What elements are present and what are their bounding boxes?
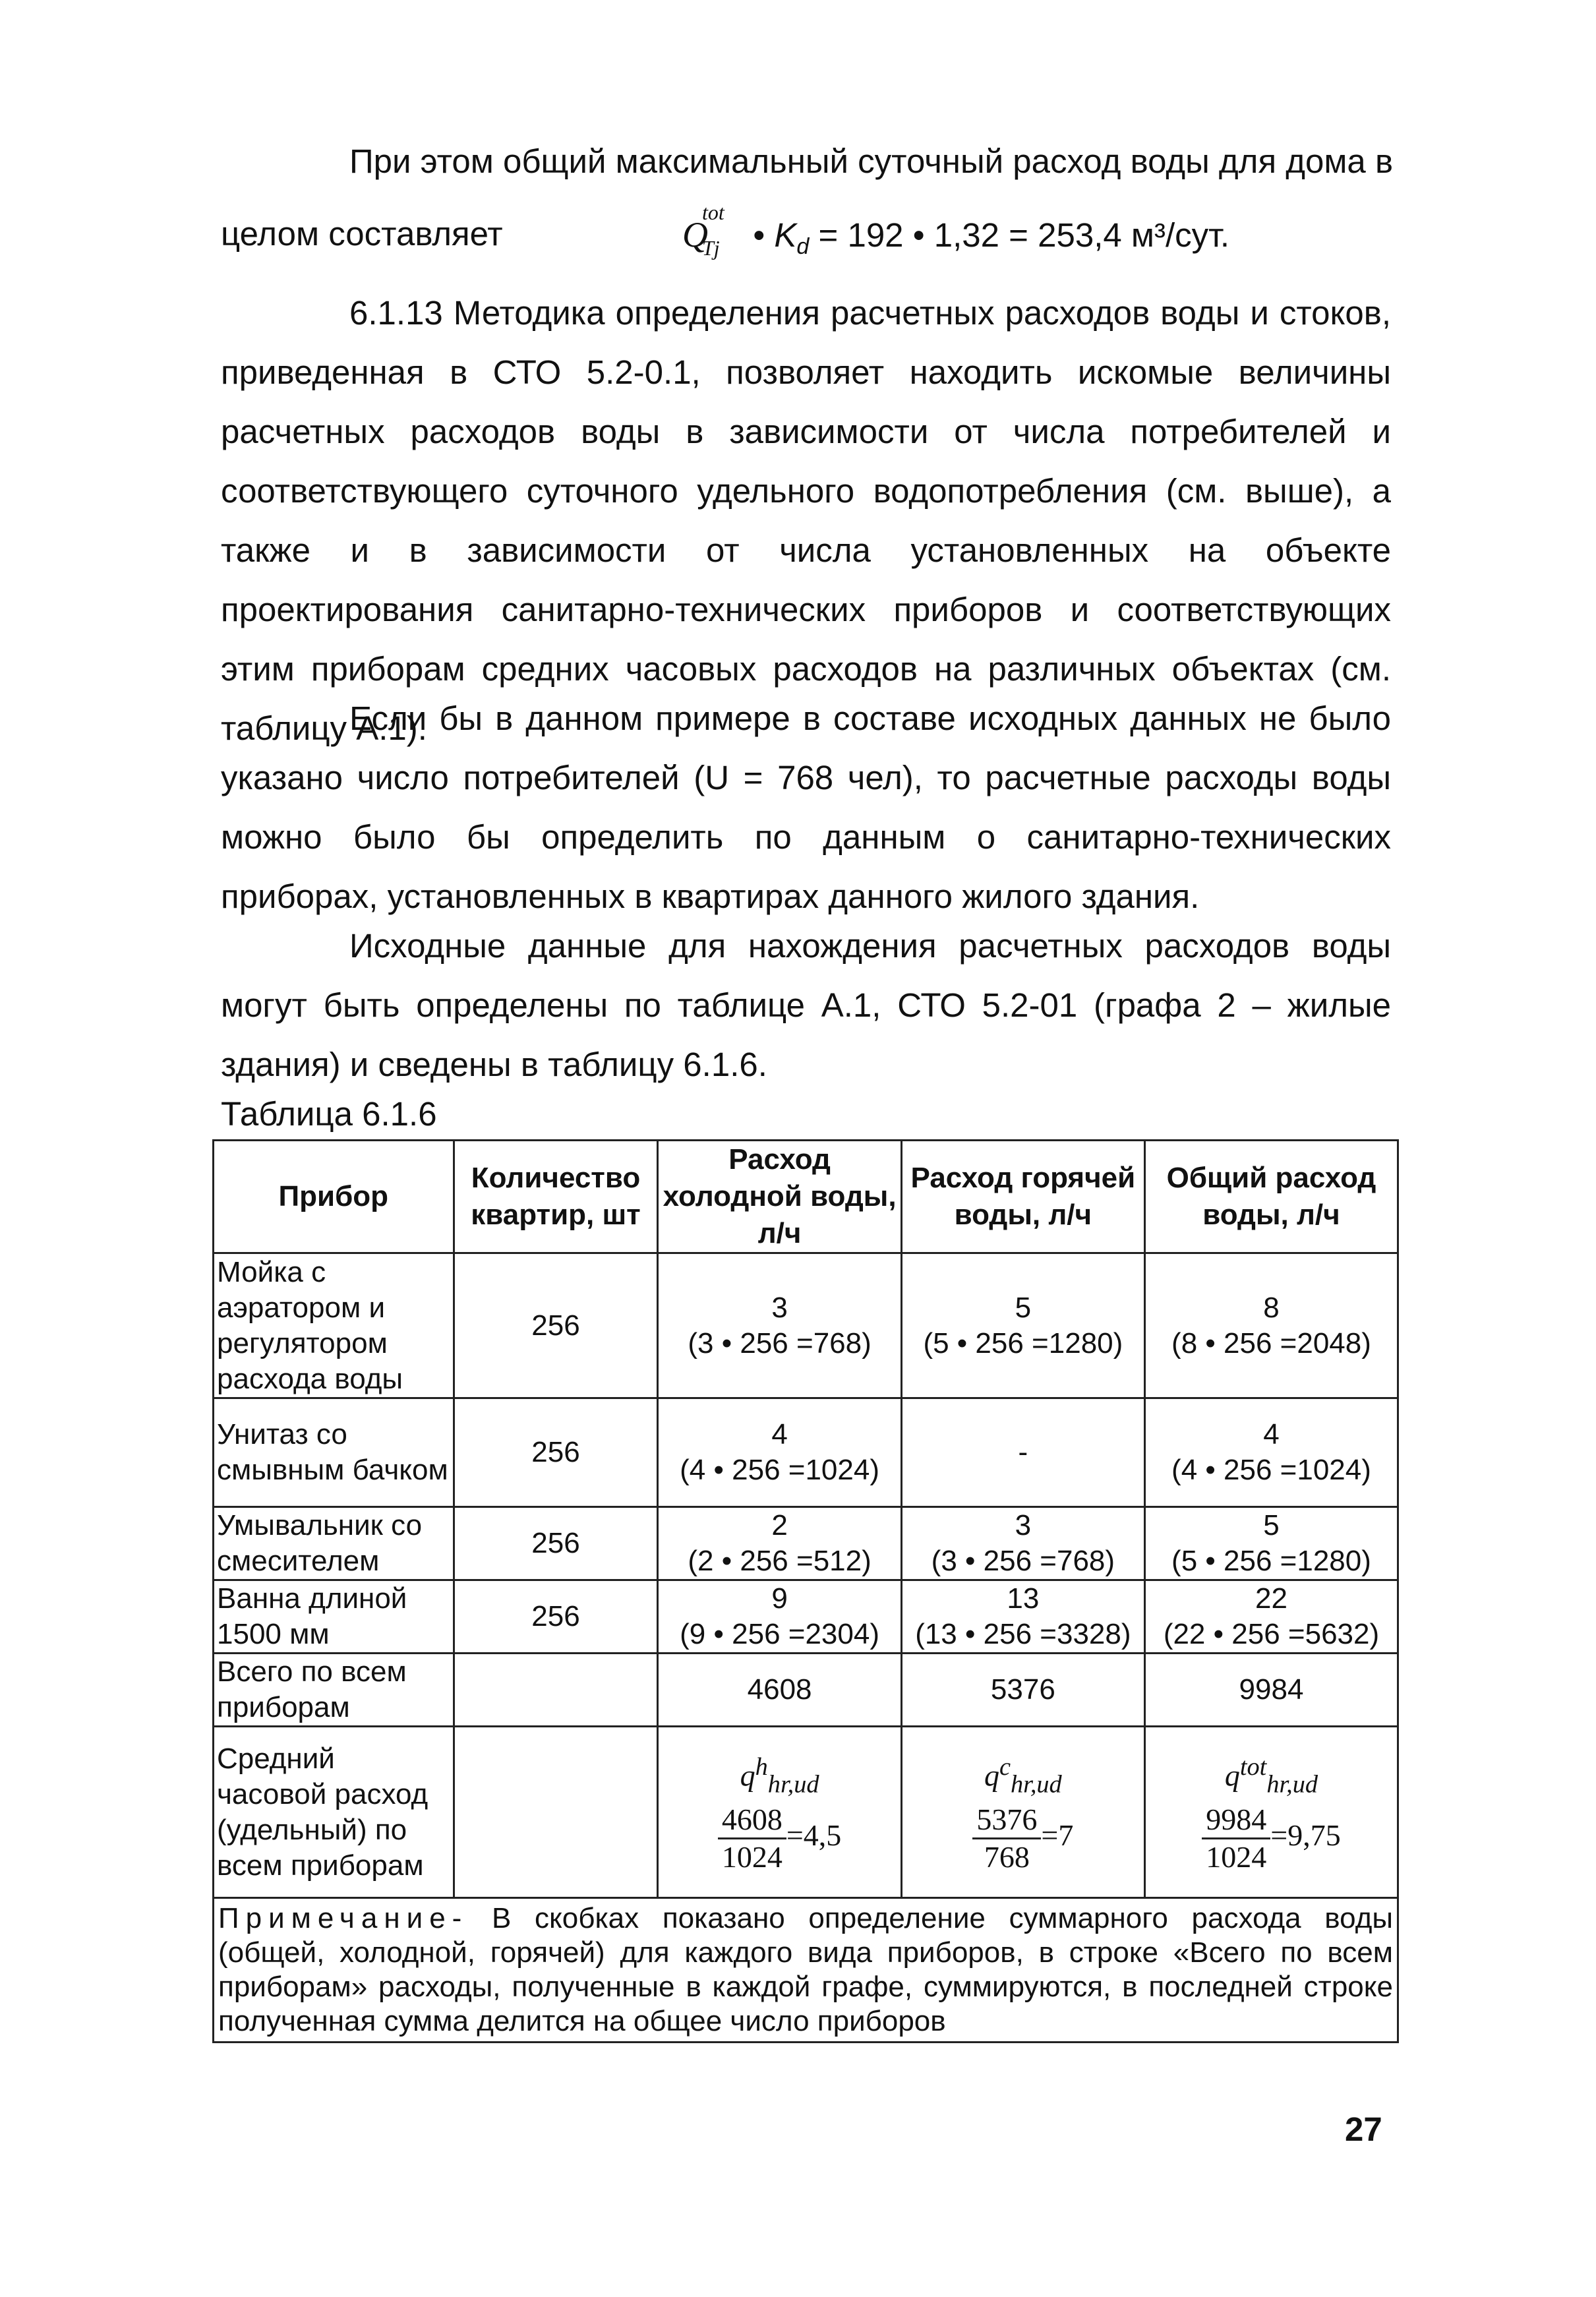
table-row xyxy=(214,1253,1398,1398)
fixture-name: Унитаз со смывным бачком xyxy=(214,1398,454,1507)
total-flow-cell: 8 (8 • 256 =2048) xyxy=(1144,1253,1398,1398)
table-average-row xyxy=(214,1727,1398,1898)
paragraph-method: 6.1.13 Методика определения расчетных расходов воды и стоков, приведенная в СТО 5.2-0.1, позволяет находить искомые величины расчетных расходов воды в зависимости от числа потребителей и соответствующего суточного удельного водопотребления (см. выше), а также и в зависимости от числа установленных на объекте проектирования санитарно-технических приборов и соответствующих этим приборам средних часовых расходов на различных объектах (см. таблицу А.1). xyxy=(221,294,1391,747)
header-hot-water: Расход горячей воды, л/ч xyxy=(901,1141,1144,1253)
cold-flow-cell: 2 (2 • 256 =512) xyxy=(658,1507,901,1580)
fixture-name: Мойка с аэратором и регулятором расхода воды xyxy=(214,1253,454,1398)
hot-flow-cell: 3 (3 • 256 =768) xyxy=(901,1507,1144,1580)
total-flow-cell: 22 (22 • 256 =5632) xyxy=(1144,1580,1398,1654)
paragraph-intro-line1: При этом общий максимальный суточный расход воды для дома в xyxy=(349,142,1394,180)
formula-expression: = 192 • 1,32 = 253,4 м³/сут. xyxy=(818,216,1230,254)
average-row-count xyxy=(454,1727,658,1898)
average-hot-formula: $q^c_{hr,ud}$ $\frac{5376}{768}$ =7 xyxy=(901,1727,1144,1898)
q-cold-symbol: $q^h_{hr,ud}$ xyxy=(740,1752,819,1799)
average-row-label: Средний часовой расход (удельный) по всем приборам xyxy=(214,1727,454,1898)
table-row xyxy=(214,1398,1398,1507)
q-total-symbol: $q^{tot}_{hr,ud}$ xyxy=(1224,1752,1318,1799)
formula-k-symbol: $K_d$ xyxy=(774,216,810,260)
hot-flow-cell: 5 (5 • 256 =1280) xyxy=(901,1253,1144,1398)
formula-q-symbol: Q tot Tj xyxy=(682,200,724,260)
fixture-name: Умывальник со смесителем xyxy=(214,1507,454,1580)
header-apartments: Количество квартир, шт xyxy=(454,1141,658,1253)
hot-flow-cell: 13 (13 • 256 =3328) xyxy=(901,1580,1144,1654)
total-flow-cell: 5 (5 • 256 =1280) xyxy=(1144,1507,1398,1580)
apartment-count: 256 xyxy=(454,1507,658,1580)
paragraph-example: Если бы в данном примере в составе исходных данных не было указано число потребителей (U = 768 чел), то расчетные расходы воды можно было бы определить по данным о санитарно-технических приборах, установленных в квартирах данного жилого здания. xyxy=(221,700,1391,915)
cold-flow-cell: 4 (4 • 256 =1024) xyxy=(658,1398,901,1507)
table-row xyxy=(214,1507,1398,1580)
daily-flow-formula: Q tot Tj • $K_d = 192$ • 1,32 = 253,4 м³/сут. xyxy=(682,200,1230,260)
total-flow-cell: 4 (4 • 256 =1024) xyxy=(1144,1398,1398,1507)
table-note-row xyxy=(214,1898,1398,2043)
fixtures-flow-table xyxy=(212,1139,1399,2043)
cold-flow-cell: 3 (3 • 256 =768) xyxy=(658,1253,901,1398)
header-total-water: Общий расход воды, л/ч xyxy=(1144,1141,1398,1253)
q-hot-symbol: $q^c_{hr,ud}$ xyxy=(984,1752,1062,1799)
apartment-count: 256 xyxy=(454,1253,658,1398)
average-total-formula: $q^{tot}_{hr,ud}$ $\frac{9984}{1024}$ =9,75 xyxy=(1144,1727,1398,1898)
cold-flow-cell: 9 (9 • 256 =2304) xyxy=(658,1580,901,1654)
header-cold-water: Расход холодной воды, л/ч xyxy=(658,1141,901,1253)
table-total-row xyxy=(214,1654,1398,1727)
average-cold-formula: $q^h_{hr,ud}$ $\frac{4608}{1024}$ =4,5 xyxy=(658,1727,901,1898)
table-row xyxy=(214,1580,1398,1654)
table-header-row xyxy=(214,1141,1398,1253)
total-all-value: 9984 xyxy=(1144,1654,1398,1727)
apartment-count: 256 xyxy=(454,1580,658,1654)
fixture-name: Ванна длиной 1500 мм xyxy=(214,1580,454,1654)
page-number: 27 xyxy=(1345,2110,1382,2148)
hot-flow-cell: - xyxy=(901,1398,1144,1507)
total-row-count xyxy=(454,1654,658,1727)
table-note: Примечание- В скобках показано определение суммарного расхода воды (общей, холодной, горячей) для каждого вида приборов, в строке «Всего по всем приборам» расходы, полученные в каждой графе, суммируются, в последней строке полученная сумма делится на общее число приборов xyxy=(214,1898,1398,2043)
total-row-label: Всего по всем приборам xyxy=(214,1654,454,1727)
apartment-count: 256 xyxy=(454,1398,658,1507)
table-caption: Таблица 6.1.6 xyxy=(221,1095,437,1133)
paragraph-intro-line2: целом составляет xyxy=(221,215,503,253)
paragraph-source-data: Исходные данные для нахождения расчетных расходов воды могут быть определены по таблице А.1, СТО 5.2-01 (графа 2 – жилые здания) и сведены в таблицу 6.1.6. xyxy=(221,927,1391,1083)
header-fixture: Прибор xyxy=(214,1141,454,1253)
total-cold-value: 4608 xyxy=(658,1654,901,1727)
total-hot-value: 5376 xyxy=(901,1654,1144,1727)
